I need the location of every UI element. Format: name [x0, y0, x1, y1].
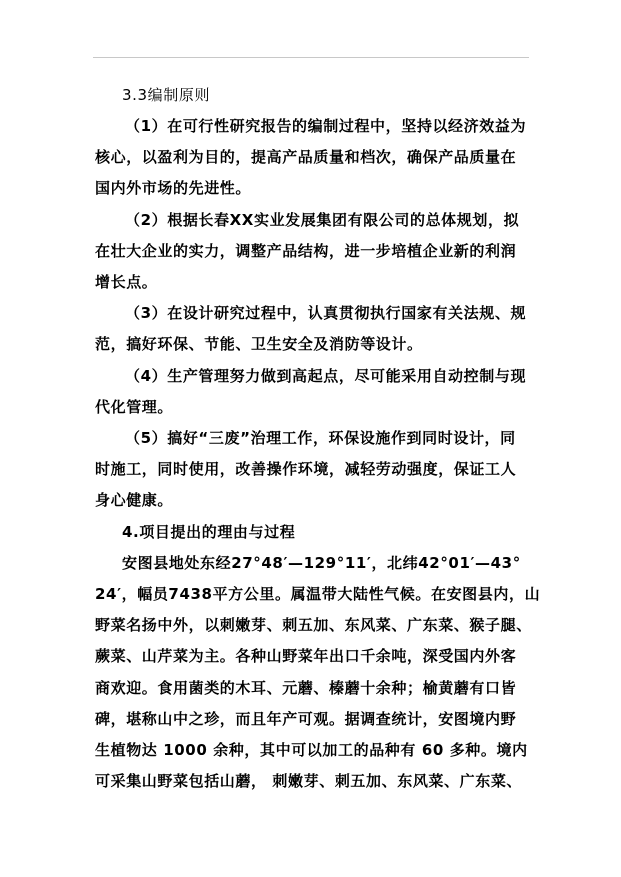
- p6-line-8: 可采集山野菜包括山蘑， 刺嫩芽、刺五加、东风菜、广东菜、: [95, 772, 523, 790]
- p1-line-2: 核心，以盈利为目的，提高产品质量和档次，确保产品质量在: [95, 148, 517, 166]
- section-heading-4: 4.项目提出的理由与过程: [122, 523, 296, 541]
- p3-line-2: 范，搞好环保、节能、卫生安全及消防等设计。: [95, 335, 423, 353]
- p6-line-2: 24′，幅员7438平方公里。属温带大陆性气候。在安图县内，山: [95, 585, 541, 603]
- p6-line-3: 野菜名扬中外，以刺嫩芽、刺五加、东风菜、广东菜、猴子腿、: [95, 616, 532, 634]
- p5-line-1: （5）搞好“三废”治理工作，环保设施作到同时设计，同: [125, 429, 516, 447]
- p1-line-3: 国内外市场的先进性。: [95, 179, 252, 197]
- p5-line-2: 时施工，同时使用，改善操作环境，减轻劳动强度，保证工人: [95, 460, 517, 478]
- p6-line-4: 蕨菜、山芹菜为主。各种山野菜年出口千余吨，深受国内外客: [95, 647, 517, 665]
- p3-line-1: （3）在设计研究过程中，认真贯彻执行国家有关法规、规: [125, 304, 527, 322]
- p6-line-5: 商欢迎。食用菌类的木耳、元蘑、榛蘑十余种；榆黄蘑有口皆: [95, 679, 517, 697]
- p5-line-3: 身心健康。: [95, 491, 174, 509]
- p4-line-1: （4）生产管理努力做到高起点，尽可能采用自动控制与现: [125, 367, 527, 385]
- p6-line-7: 生植物达 1000 余种，其中可以加工的品种有 60 多种。境内: [95, 741, 528, 759]
- p6-line-1: 安图县地处东经27°48′—129°11′，北纬42°01′—43°: [122, 554, 521, 572]
- p2-line-2: 在壮大企业的实力，调整产品结构，进一步培植企业新的利润: [95, 242, 517, 260]
- p6-line-6: 碑，堪称山中之珍，而且年产可观。据调查统计，安图境内野: [95, 710, 517, 728]
- p2-line-1: （2）根据长春XX实业发展集团有限公司的总体规划，拟: [125, 211, 520, 229]
- p1-line-1: （1）在可行性研究报告的编制过程中，坚持以经济效益为: [125, 117, 527, 135]
- header-rule: [93, 57, 529, 58]
- p2-line-3: 增长点。: [95, 273, 158, 291]
- section-heading-3-3: 3.3编制原则: [122, 86, 211, 104]
- p4-line-2: 代化管理。: [95, 398, 174, 416]
